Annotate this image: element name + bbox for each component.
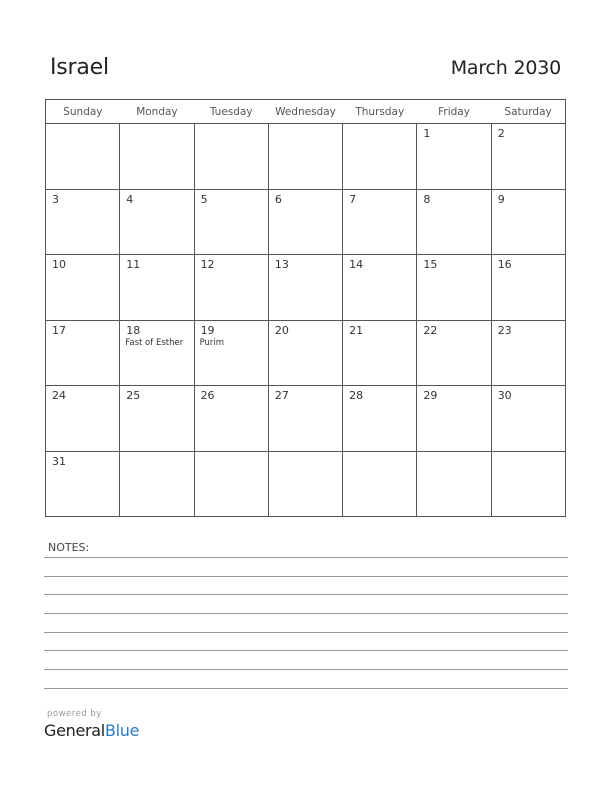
day-cell bbox=[120, 255, 194, 321]
day-cell bbox=[343, 124, 417, 190]
day-number: 12 bbox=[200, 258, 215, 271]
day-cell bbox=[491, 451, 565, 517]
day-cell bbox=[417, 386, 491, 452]
day-number: 31 bbox=[52, 454, 66, 468]
day-cell bbox=[194, 189, 268, 255]
weekday-wednesday: Wednesday bbox=[268, 100, 342, 124]
day-cell bbox=[120, 320, 194, 386]
day-cell bbox=[46, 255, 120, 321]
brand-logo bbox=[44, 721, 139, 740]
weekday-monday: Monday bbox=[120, 100, 194, 124]
day-cell bbox=[46, 451, 120, 517]
weekday-friday: Friday bbox=[417, 100, 491, 124]
holiday-label: Fast of Esther bbox=[125, 337, 184, 348]
day-cell bbox=[417, 451, 491, 517]
day-number: 27 bbox=[274, 389, 289, 402]
day-number: 15 bbox=[423, 258, 438, 271]
week-row bbox=[46, 320, 566, 386]
day-cell bbox=[194, 255, 268, 321]
day-number: 3 bbox=[52, 192, 59, 206]
day-cell bbox=[120, 386, 194, 452]
note-line bbox=[44, 650, 568, 651]
week-row bbox=[46, 451, 566, 517]
day-cell bbox=[194, 320, 268, 386]
day-number: 16 bbox=[497, 258, 512, 271]
day-cell bbox=[491, 320, 565, 386]
month-year-title: March 2030 bbox=[450, 57, 561, 79]
day-cell bbox=[417, 124, 491, 190]
holiday-label: Purim bbox=[199, 337, 225, 348]
note-line bbox=[44, 594, 568, 595]
day-number: 4 bbox=[126, 192, 134, 206]
note-line bbox=[44, 576, 568, 577]
note-line bbox=[44, 557, 568, 558]
day-cell bbox=[491, 386, 565, 452]
calendar-grid bbox=[45, 99, 566, 517]
day-number: 17 bbox=[52, 323, 66, 337]
day-number: 23 bbox=[497, 323, 512, 337]
day-number: 21 bbox=[349, 323, 364, 337]
day-cell bbox=[46, 320, 120, 386]
weekday-sunday: Sunday bbox=[46, 100, 120, 124]
note-line bbox=[44, 688, 568, 689]
day-number: 18 bbox=[126, 323, 141, 337]
day-number: 13 bbox=[274, 258, 289, 271]
day-cell bbox=[343, 189, 417, 255]
day-number: 5 bbox=[200, 192, 208, 206]
day-number: 26 bbox=[200, 389, 215, 402]
day-number: 24 bbox=[52, 389, 66, 402]
day-number: 25 bbox=[126, 389, 141, 402]
notes-label: NOTES: bbox=[48, 541, 90, 554]
brand-blue-text: Blue bbox=[104, 721, 140, 740]
day-number: 9 bbox=[497, 192, 505, 206]
day-cell bbox=[343, 255, 417, 321]
week-row bbox=[46, 189, 566, 255]
country-title: Israel bbox=[50, 55, 109, 80]
day-number: 29 bbox=[423, 389, 438, 402]
day-cell bbox=[268, 386, 342, 452]
day-cell bbox=[120, 189, 194, 255]
weekday-header-row bbox=[46, 100, 566, 124]
day-cell bbox=[491, 255, 565, 321]
week-row bbox=[46, 386, 566, 452]
day-number: 6 bbox=[274, 192, 282, 206]
day-cell bbox=[120, 124, 194, 190]
day-cell bbox=[194, 124, 268, 190]
weekday-saturday: Saturday bbox=[491, 100, 565, 124]
day-cell bbox=[268, 189, 342, 255]
day-cell bbox=[343, 451, 417, 517]
day-number: 30 bbox=[497, 389, 512, 402]
day-cell bbox=[343, 320, 417, 386]
day-cell bbox=[491, 124, 565, 190]
note-line bbox=[44, 613, 568, 614]
powered-by-text: powered by bbox=[47, 709, 102, 719]
day-cell bbox=[268, 320, 342, 386]
day-cell bbox=[417, 255, 491, 321]
day-number: 14 bbox=[349, 258, 364, 271]
day-number: 20 bbox=[274, 323, 289, 337]
note-line bbox=[44, 632, 568, 633]
day-cell bbox=[120, 451, 194, 517]
day-number: 22 bbox=[423, 323, 438, 337]
day-number: 8 bbox=[423, 192, 431, 206]
week-row bbox=[46, 255, 566, 321]
day-cell bbox=[46, 386, 120, 452]
weekday-thursday: Thursday bbox=[343, 100, 417, 124]
day-cell bbox=[268, 124, 342, 190]
day-cell bbox=[46, 124, 120, 190]
day-cell bbox=[491, 189, 565, 255]
day-number: 7 bbox=[349, 192, 357, 206]
week-row bbox=[46, 124, 566, 190]
day-number: 28 bbox=[349, 389, 364, 402]
day-cell bbox=[194, 451, 268, 517]
note-line bbox=[44, 669, 568, 670]
day-cell bbox=[268, 255, 342, 321]
day-number: 10 bbox=[52, 258, 66, 271]
day-cell bbox=[268, 451, 342, 517]
day-cell bbox=[343, 386, 417, 452]
weekday-tuesday: Tuesday bbox=[194, 100, 268, 124]
day-number: 1 bbox=[423, 127, 431, 140]
day-cell bbox=[417, 189, 491, 255]
brand-general-text: General bbox=[44, 721, 105, 740]
day-cell bbox=[417, 320, 491, 386]
day-number: 11 bbox=[126, 258, 141, 271]
day-cell bbox=[194, 386, 268, 452]
day-number: 2 bbox=[497, 127, 505, 140]
day-cell bbox=[46, 189, 120, 255]
day-number: 19 bbox=[200, 323, 215, 337]
